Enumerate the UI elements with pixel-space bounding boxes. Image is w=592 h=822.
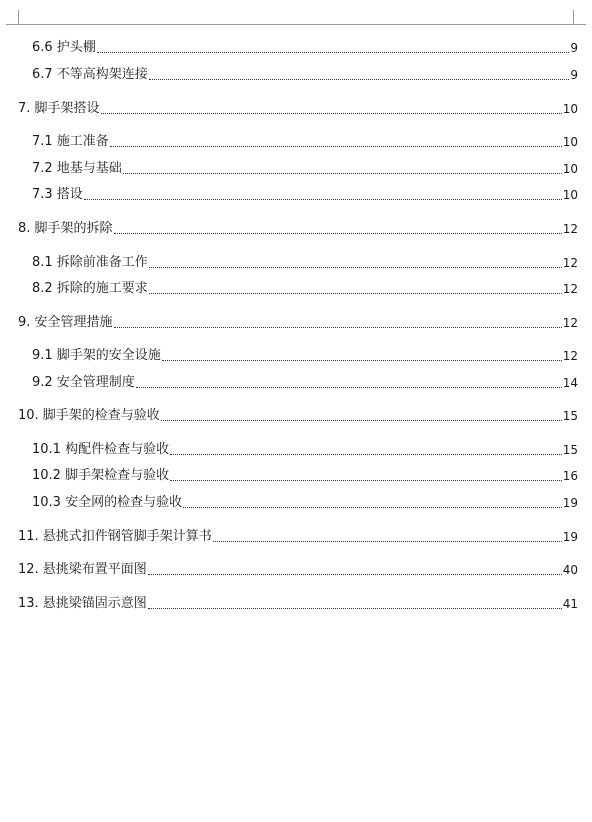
toc-entry[interactable]: [32, 67, 578, 83]
toc-dot-leader: [213, 540, 562, 542]
toc-entry-page: 41: [562, 597, 578, 611]
toc-entry[interactable]: [18, 596, 578, 612]
toc-entry-title: 10.1 构配件检查与验收: [32, 442, 170, 457]
toc-entry-page: 12: [562, 256, 578, 270]
toc-entry-page: 15: [562, 409, 578, 423]
toc-entry-title: 8.1 拆除前准备工作: [32, 255, 148, 270]
toc-dot-leader: [148, 607, 562, 609]
toc-dot-leader: [161, 419, 562, 421]
toc-entry[interactable]: [32, 281, 578, 297]
page-margin-marker-right: [573, 10, 586, 25]
toc-entry-page: 12: [562, 349, 578, 363]
toc-entry-title: 8.2 拆除的施工要求: [32, 281, 148, 296]
toc-entry-title: 6.7 不等高构架连接: [32, 67, 148, 82]
toc-dot-leader: [183, 506, 562, 508]
toc-dot-leader: [149, 292, 562, 294]
toc-dot-leader: [149, 78, 570, 80]
toc-entry-title: 7.1 施工准备: [32, 134, 109, 149]
toc-entry[interactable]: [32, 468, 578, 484]
header-rule: [18, 24, 574, 25]
toc-entry[interactable]: [32, 161, 578, 177]
toc-entry-title: 10.2 脚手架检查与验收: [32, 468, 170, 483]
toc-entry-title: 8. 脚手架的拆除: [18, 221, 113, 236]
toc-entry-page: 10: [562, 102, 578, 116]
toc-dot-leader: [170, 453, 562, 455]
toc-entry-title: 7.2 地基与基础: [32, 161, 122, 176]
toc-entry-page: 19: [562, 496, 578, 510]
toc-entry-page: 12: [562, 316, 578, 330]
toc-entry[interactable]: [18, 529, 578, 545]
toc-dot-leader: [114, 232, 562, 234]
toc-entry[interactable]: [32, 255, 578, 271]
toc-entry[interactable]: [32, 442, 578, 458]
toc-entry-title: 9.2 安全管理制度: [32, 375, 135, 390]
toc-entry-title: 10. 脚手架的检查与验收: [18, 408, 160, 423]
toc-entry-page: 15: [562, 443, 578, 457]
toc-entry-title: 9.1 脚手架的安全设施: [32, 348, 161, 363]
toc-entry[interactable]: [18, 101, 578, 117]
toc-entry-page: 10: [562, 188, 578, 202]
toc-entry-title: 7.3 搭设: [32, 187, 83, 202]
toc-entry-title: 9. 安全管理措施: [18, 315, 113, 330]
toc-entry-page: 14: [562, 376, 578, 390]
toc-entry-title: 10.3 安全网的检查与验收: [32, 495, 183, 510]
page-margin-marker-left: [6, 10, 19, 25]
toc-dot-leader: [162, 359, 562, 361]
toc-entry-page: 19: [562, 530, 578, 544]
toc-dot-leader: [97, 51, 570, 53]
toc-dot-leader: [84, 198, 562, 200]
toc-entry-page: 16: [562, 469, 578, 483]
toc-entry-page: 10: [562, 135, 578, 149]
toc-entry[interactable]: [18, 408, 578, 424]
toc-dot-leader: [110, 145, 562, 147]
toc-entry-title: 12. 悬挑梁布置平面图: [18, 562, 147, 577]
toc-dot-leader: [149, 266, 562, 268]
toc-dot-leader: [114, 326, 562, 328]
toc-entry-title: 11. 悬挑式扣件钢管脚手架计算书: [18, 529, 212, 544]
toc-dot-leader: [123, 172, 562, 174]
toc-entry[interactable]: [32, 348, 578, 364]
toc-dot-leader: [101, 112, 562, 114]
toc-entry[interactable]: [32, 375, 578, 391]
toc-dot-leader: [148, 573, 562, 575]
toc-entry-page: 12: [562, 222, 578, 236]
toc-entry[interactable]: [18, 221, 578, 237]
toc-entry[interactable]: [32, 495, 578, 511]
toc-entry-page: 9: [570, 41, 578, 55]
toc-entry-page: 40: [562, 563, 578, 577]
toc-entry[interactable]: [32, 187, 578, 203]
toc-entry-title: 6.6 护头棚: [32, 40, 96, 55]
toc-entry-title: 7. 脚手架搭设: [18, 101, 100, 116]
toc-entry[interactable]: [18, 562, 578, 578]
toc-entry-title: 13. 悬挑梁锚固示意图: [18, 596, 147, 611]
toc-dot-leader: [170, 479, 562, 481]
toc-entry[interactable]: [32, 134, 578, 150]
toc-dot-leader: [136, 386, 562, 388]
toc-entry-page: 12: [562, 282, 578, 296]
toc-entry[interactable]: [18, 315, 578, 331]
toc-entry[interactable]: [32, 40, 578, 56]
toc-entry-page: 9: [570, 68, 578, 82]
toc-entry-page: 10: [562, 162, 578, 176]
